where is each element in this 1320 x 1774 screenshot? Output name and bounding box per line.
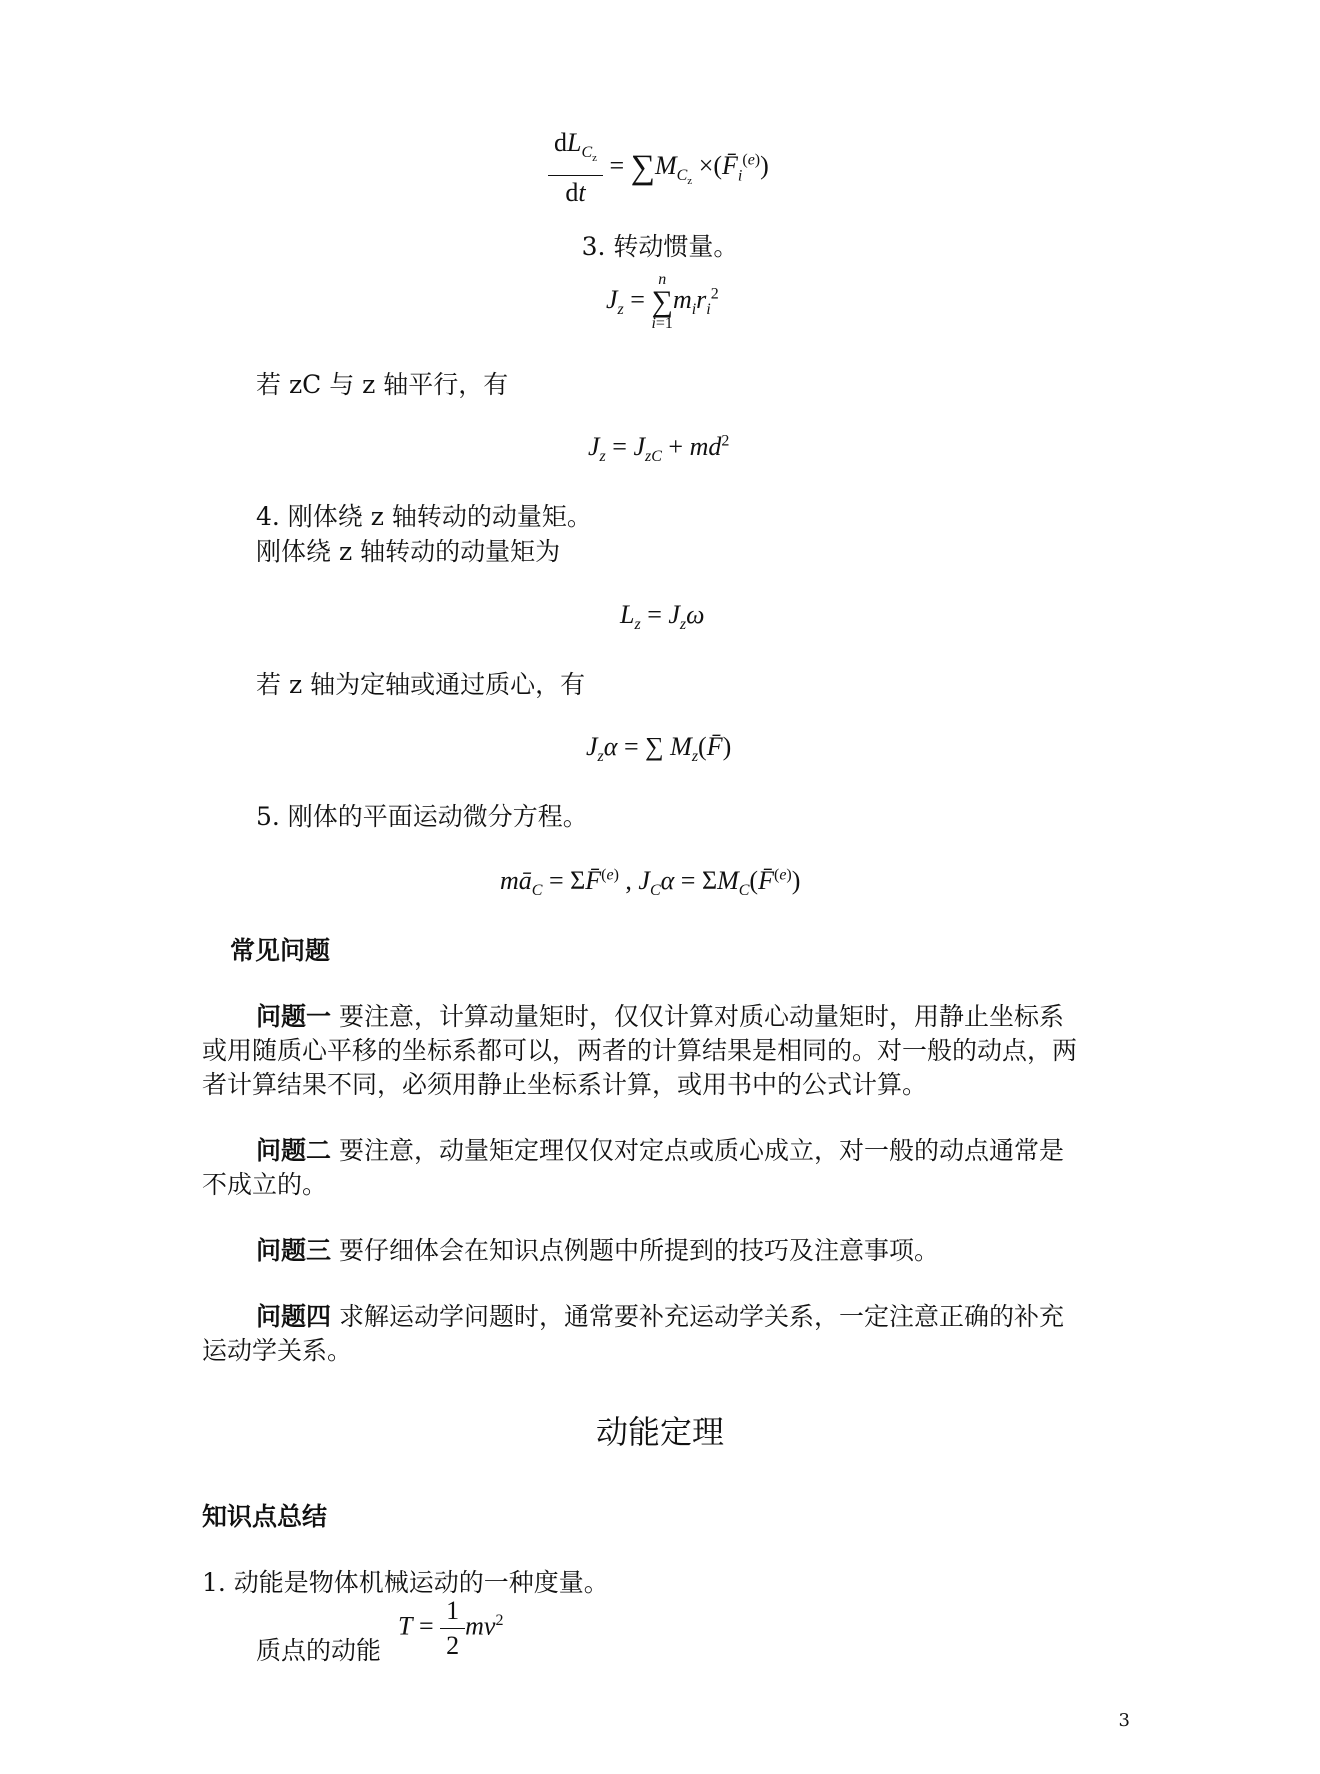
- faq-q1-label: 问题一: [256, 1002, 332, 1031]
- faq-q3-label: 问题三: [256, 1236, 332, 1265]
- faq-q2-line2: 不成立的。: [202, 1170, 328, 1199]
- faq-q1-line3: 者计算结果不同，必须用静止坐标系计算，或用书中的公式计算。: [202, 1070, 928, 1099]
- item-5-heading: 5. 刚体的平面运动微分方程。: [256, 802, 588, 831]
- formula-moment-of-inertia: $J_z = n$ ∑ $i=1m_ir_i^2$: [606, 271, 719, 332]
- page-number: 3: [1118, 1710, 1130, 1731]
- formula-angular-momentum-derivative: $\frac{dL_{C_z}}{dt}$ = $\sum M_{C_z}$ $\times(F̄_i^{(e)})$: [548, 128, 769, 208]
- item-4-heading: 4. 刚体绕 z 轴转动的动量矩。: [256, 502, 592, 531]
- faq-q1-text: 要注意，计算动量矩时，仅仅计算对质心动量矩时，用静止坐标系: [338, 1002, 1064, 1031]
- section-title-kinetic-energy: 动能定理: [595, 1413, 724, 1451]
- item-4-body: 刚体绕 z 轴转动的动量矩为: [256, 537, 561, 566]
- formula-parallel-axis: $J_z = J_{zC} + md^2$: [588, 432, 730, 466]
- formula-kinetic-energy: T = $\frac{1}{2}$ $mv^2$: [398, 1596, 504, 1660]
- faq-q2-label: 问题二: [256, 1136, 332, 1165]
- parallel-axis-text: 若 zC 与 z 轴平行，有: [256, 370, 509, 399]
- formula-rotation-equation: $J_z\alpha$ = ∑ $M_z(F̄)$: [586, 732, 732, 766]
- item-3-heading: 3. 转动惯量。: [581, 232, 739, 261]
- knowledge-summary-heading: 知识点总结: [202, 1502, 328, 1531]
- faq-q1-line2: 或用随质心平移的坐标系都可以，两者的计算结果是相同的。对一般的动点，两: [202, 1036, 1078, 1065]
- fixed-axis-text: 若 z 轴为定轴或通过质心，有: [256, 670, 586, 699]
- faq-q3-text: 要仔细体会在知识点例题中所提到的技巧及注意事项。: [338, 1236, 939, 1265]
- formula-angular-momentum-rigid: $L_z = J_z\omega$: [620, 600, 705, 634]
- faq-q4-line2: 运动学关系。: [202, 1336, 353, 1365]
- faq-heading: 常见问题: [230, 936, 331, 965]
- particle-kinetic-label: 质点的动能: [256, 1636, 382, 1665]
- faq-q4-text: 求解运动学问题时，通常要补充运动学关系，一定注意正确的补充: [338, 1302, 1064, 1331]
- faq-q3-line1: [256, 1234, 939, 1268]
- faq-q2-text: 要注意，动量矩定理仅仅对定点或质心成立，对一般的动点通常是: [338, 1136, 1064, 1165]
- formula-plane-motion: $mā_C$ = ΣF̄$^{(e)}$ , $J_C\alpha$ = $\Sigma M_C(F̄^{(e)})$: [500, 866, 801, 900]
- faq-q2-line1: [256, 1134, 1064, 1168]
- kinetic-item-1: 1. 动能是物体机械运动的一种度量。: [202, 1568, 609, 1597]
- faq-q4-label: 问题四: [256, 1302, 332, 1331]
- faq-q1-line1: [256, 1000, 1064, 1034]
- faq-q4-line1: [256, 1300, 1064, 1334]
